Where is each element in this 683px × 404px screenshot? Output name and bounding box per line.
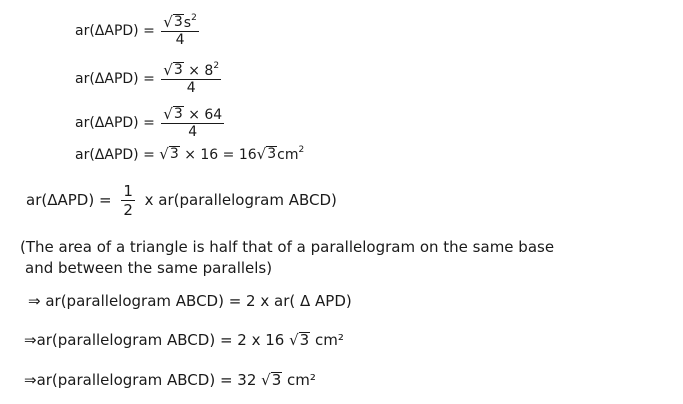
step-2-lhs: ar(ΔAPD) =: [75, 71, 155, 87]
step-1-lhs: ar(ΔAPD) =: [75, 23, 155, 39]
step-4-lhs: ar(ΔAPD) =: [75, 147, 155, 163]
relation-lhs: ar(ΔAPD) =: [26, 191, 112, 209]
result-2: ⇒ar(parallelogram ABCD) = 2 x 16 √ 3 cm²: [24, 331, 344, 349]
sqrt-symbol: √ 3: [261, 371, 282, 389]
step-4: ar(ΔAPD) = √ 3 × 16 = 16 √ 3 $cm^2$: [75, 145, 305, 163]
relation-rhs: x ar(parallelogram ABCD): [144, 191, 337, 209]
step-3-lhs: ar(ΔAPD) =: [75, 115, 155, 131]
sqrt-symbol: √ 3: [159, 145, 179, 163]
step-3: [75, 106, 226, 140]
note-line-1: (The area of a triangle is half that of a parallelogram on the same base: [20, 238, 555, 256]
sqrt-symbol: √ 3: [163, 61, 183, 79]
sqrt-symbol: √ 3: [163, 13, 183, 31]
relation-line: [26, 182, 337, 219]
result-3: ⇒ar(parallelogram ABCD) = 32 √ 3 cm²: [24, 371, 316, 389]
step-1-fraction: √ 3 $s^2$ 4: [163, 13, 197, 48]
step-3-fraction: √ 3 × 64 4: [163, 105, 223, 140]
relation-fraction: $\frac{1}{2}$: [123, 182, 133, 219]
step-1: [75, 14, 201, 48]
sqrt-symbol: √ 3: [163, 105, 183, 123]
result-1: ⇒ ar(parallelogram ABCD) = 2 x ar( Δ APD): [28, 292, 352, 310]
step-2: [75, 62, 223, 96]
note-line-2: and between the same parallels): [25, 259, 273, 277]
sqrt-symbol: √ 3: [289, 331, 310, 349]
sqrt-symbol: √ 3: [256, 145, 277, 163]
step-2-fraction: √ 3 × $8^2$ 4: [163, 61, 220, 96]
